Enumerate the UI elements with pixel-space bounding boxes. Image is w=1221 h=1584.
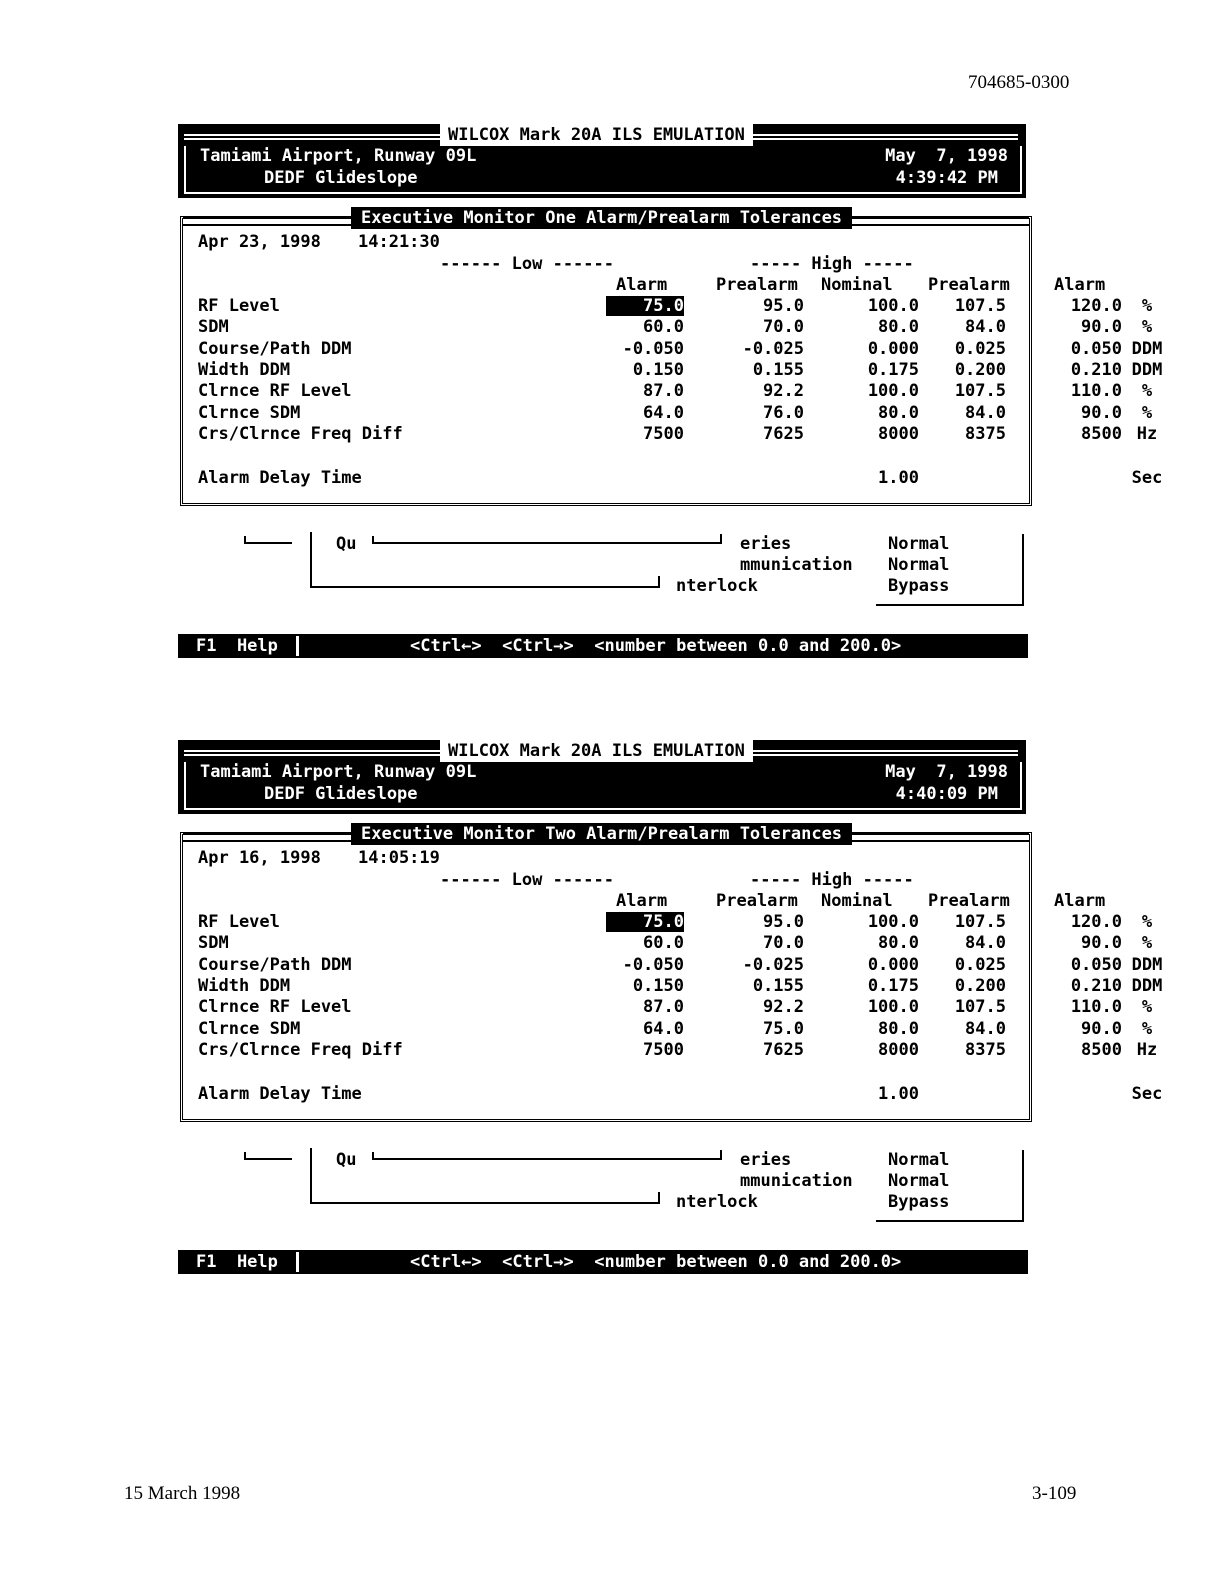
value-cell[interactable]: -0.025 [742,338,804,359]
function-key-bar [178,1250,1028,1274]
current-date: May 7, 1998 [885,762,1008,782]
function-key-bar [178,634,1028,658]
bar-separator [296,636,299,656]
column-header: Prealarm [716,891,798,911]
value-cell[interactable]: 100.0 [867,912,919,932]
status-label: nterlock [676,576,758,596]
value-cell[interactable]: 87.0 [643,997,684,1018]
value-cell[interactable]: 92.2 [763,997,804,1018]
column-header: Alarm [616,275,668,295]
value-cell[interactable]: 70.0 [763,317,804,338]
status-fragment: Qu [336,534,357,554]
value-cell[interactable]: 90.0 [1081,933,1122,954]
column-header: Nominal [821,891,893,911]
value-cell[interactable]: 120.0 [1070,296,1122,316]
unit-label: DDM [1131,338,1163,359]
panel-title: Executive Monitor Two Alarm/Prealarm Tolerances [351,823,852,845]
value-cell[interactable]: 0.200 [954,975,1006,996]
status-value: Normal [888,1171,950,1191]
footer-date: 15 March 1998 [124,1483,241,1504]
status-value: Bypass [888,576,950,596]
status-value: Bypass [888,1192,950,1212]
bracket-line [658,1192,660,1204]
status-fragment: Qu [336,1150,357,1170]
value-cell[interactable]: 100.0 [867,997,919,1018]
value-cell[interactable]: 75.0 [763,1018,804,1039]
value-cell[interactable]: 80.0 [878,1018,919,1039]
alarm-delay-value[interactable]: 1.00 [878,1084,919,1104]
bracket-line [244,1158,292,1160]
column-header: Alarm [616,891,668,911]
row-label: RF Level [198,912,280,932]
high-group-label: ----- High ----- [750,870,914,890]
value-cell[interactable]: 7500 [643,1039,684,1060]
current-time: 4:40:09 PM [895,784,998,804]
unit-label: % [1141,997,1153,1018]
app-title: WILCOX Mark 20A ILS EMULATION [440,124,753,146]
value-cell[interactable]: 84.0 [965,933,1006,954]
column-header: Prealarm [928,891,1010,911]
bracket-line [372,542,722,544]
current-date: May 7, 1998 [885,146,1008,166]
low-group-label: ------ Low ------ [440,870,614,890]
value-cell[interactable]: 84.0 [965,317,1006,338]
value-cell[interactable]: 107.5 [954,381,1006,402]
alarm-delay-label: Alarm Delay Time [198,1084,362,1104]
bracket-line [720,534,722,544]
row-label: SDM [198,317,229,338]
value-cell[interactable]: 87.0 [643,381,684,402]
row-label: Clrnce RF Level [198,381,352,402]
value-cell[interactable]: 95.0 [763,912,804,932]
column-header: Prealarm [928,275,1010,295]
unit-label: % [1141,402,1153,423]
status-box-edge [1022,1150,1024,1222]
value-cell[interactable]: 0.175 [867,975,919,996]
value-cell[interactable]: 90.0 [1081,1018,1122,1039]
app-title: WILCOX Mark 20A ILS EMULATION [440,740,753,762]
row-label: Course/Path DDM [198,954,352,975]
value-cell[interactable]: 70.0 [763,933,804,954]
row-label: Width DDM [198,359,291,380]
column-header: Alarm [1054,891,1106,911]
document-number: 704685-0300 [968,72,1070,93]
screen-monitor-one [176,124,1163,660]
panel-title: Executive Monitor One Alarm/Prealarm Tolerances [351,207,852,229]
value-cell[interactable]: 0.175 [867,359,919,380]
unit-label: % [1141,1018,1153,1039]
row-label: SDM [198,933,229,954]
value-cell[interactable]: 8500 [1081,423,1122,444]
bracket-line [244,542,292,544]
help-key[interactable]: F1 Help [196,636,278,656]
unit-label: Hz [1136,1039,1158,1060]
current-time: 4:39:42 PM [895,168,998,188]
row-label: Crs/Clrnce Freq Diff [198,1039,403,1060]
row-label: RF Level [198,296,280,316]
help-key[interactable]: F1 Help [196,1252,278,1272]
column-header: Nominal [821,275,893,295]
value-cell[interactable]: 7625 [763,423,804,444]
value-cell[interactable]: 107.5 [954,912,1006,932]
value-cell[interactable]: 92.2 [763,381,804,402]
value-cell[interactable]: 0.025 [954,338,1006,359]
value-cell[interactable]: -0.025 [742,954,804,975]
unit-label: DDM [1131,975,1163,996]
window-header [178,740,1026,814]
status-label: nterlock [676,1192,758,1212]
column-header: Alarm [1054,275,1106,295]
value-cell[interactable]: 80.0 [878,402,919,423]
value-cell[interactable]: 8000 [878,1039,919,1060]
unit-label: % [1141,912,1153,932]
value-cell[interactable]: 0.210 [1070,975,1122,996]
key-hint: <Ctrl←> <Ctrl→> <number between 0.0 and 200.0> [410,1252,902,1272]
high-group-label: ----- High ----- [750,254,914,274]
value-cell[interactable]: 84.0 [965,402,1006,423]
alarm-delay-label: Alarm Delay Time [198,468,362,488]
data-date: Apr 16, 1998 [198,848,321,868]
value-cell[interactable]: 0.155 [752,975,804,996]
status-label: eries [740,1150,792,1170]
unit-label: % [1141,317,1153,338]
value-cell[interactable]: 84.0 [965,1018,1006,1039]
status-box-edge [876,1220,1024,1222]
row-label: Clrnce SDM [198,402,301,423]
alarm-delay-unit: Sec [1131,468,1163,488]
unit-label: % [1141,933,1153,954]
value-cell[interactable]: 64.0 [643,402,684,423]
status-label: mmunication [740,555,853,575]
value-cell[interactable]: -0.050 [622,954,684,975]
selected-value-cell[interactable]: 75.0 [606,912,684,932]
status-value: Normal [888,555,950,575]
value-cell[interactable]: 0.150 [632,359,684,380]
value-cell[interactable]: 8000 [878,423,919,444]
value-cell[interactable]: 0.000 [867,338,919,359]
value-cell[interactable]: -0.050 [622,338,684,359]
value-cell[interactable]: 0.150 [632,975,684,996]
data-time: 14:21:30 [358,232,440,252]
value-cell[interactable]: 90.0 [1081,402,1122,423]
value-cell[interactable]: 7625 [763,1039,804,1060]
value-cell[interactable]: 95.0 [763,296,804,316]
value-cell[interactable]: 0.050 [1070,954,1122,975]
bracket-line [310,532,312,588]
status-value: Normal [888,1150,950,1170]
airport-runway: Tamiami Airport, Runway 09L [200,762,477,782]
value-cell[interactable]: 0.025 [954,954,1006,975]
status-label: mmunication [740,1171,853,1191]
value-cell[interactable]: 8375 [965,1039,1006,1060]
value-cell[interactable]: 8375 [965,423,1006,444]
value-cell[interactable]: 90.0 [1081,317,1122,338]
status-value: Normal [888,534,950,554]
value-cell[interactable]: 107.5 [954,296,1006,316]
row-label: Crs/Clrnce Freq Diff [198,423,403,444]
bracket-line [658,576,660,588]
value-cell[interactable]: 0.050 [1070,338,1122,359]
value-cell[interactable]: 0.000 [867,954,919,975]
value-cell[interactable]: 0.155 [752,359,804,380]
low-group-label: ------ Low ------ [440,254,614,274]
row-label: Width DDM [198,975,291,996]
value-cell[interactable]: 60.0 [643,933,684,954]
alarm-delay-unit: Sec [1131,1084,1163,1104]
value-cell[interactable]: 120.0 [1070,912,1122,932]
bracket-line [310,1202,660,1204]
value-cell[interactable]: 80.0 [878,317,919,338]
status-box-edge [876,604,1024,606]
value-cell[interactable]: 100.0 [867,381,919,402]
value-cell[interactable]: 107.5 [954,997,1006,1018]
bar-separator [296,1252,299,1272]
value-cell[interactable]: 64.0 [643,1018,684,1039]
bracket-line [310,1148,312,1204]
unit-label: DDM [1131,359,1163,380]
unit-label: % [1141,296,1153,316]
value-cell[interactable]: 0.200 [954,359,1006,380]
value-cell[interactable]: 7500 [643,423,684,444]
unit-label: DDM [1131,954,1163,975]
facility-subtitle: DEDF Glideslope [264,168,418,188]
airport-runway: Tamiami Airport, Runway 09L [200,146,477,166]
bracket-line [720,1150,722,1160]
value-cell[interactable]: 110.0 [1070,997,1122,1018]
screen-monitor-two [176,740,1163,1276]
value-cell[interactable]: 8500 [1081,1039,1122,1060]
unit-label: % [1141,381,1153,402]
key-hint: <Ctrl←> <Ctrl→> <number between 0.0 and 200.0> [410,636,902,656]
value-cell[interactable]: 76.0 [763,402,804,423]
bracket-line [372,1158,722,1160]
value-cell[interactable]: 0.210 [1070,359,1122,380]
value-cell[interactable]: 110.0 [1070,381,1122,402]
status-box-edge [1022,534,1024,606]
bracket-line [310,586,660,588]
footer-page-number: 3-109 [1032,1483,1077,1504]
row-label: Clrnce SDM [198,1018,301,1039]
data-time: 14:05:19 [358,848,440,868]
facility-subtitle: DEDF Glideslope [264,784,418,804]
row-label: Course/Path DDM [198,338,352,359]
value-cell[interactable]: 100.0 [867,296,919,316]
data-date: Apr 23, 1998 [198,232,321,252]
value-cell[interactable]: 80.0 [878,933,919,954]
window-header [178,124,1026,198]
row-label: Clrnce RF Level [198,997,352,1018]
column-header: Prealarm [716,275,798,295]
alarm-delay-value[interactable]: 1.00 [878,468,919,488]
status-label: eries [740,534,792,554]
unit-label: Hz [1136,423,1158,444]
value-cell[interactable]: 60.0 [643,317,684,338]
selected-value-cell[interactable]: 75.0 [606,296,684,316]
